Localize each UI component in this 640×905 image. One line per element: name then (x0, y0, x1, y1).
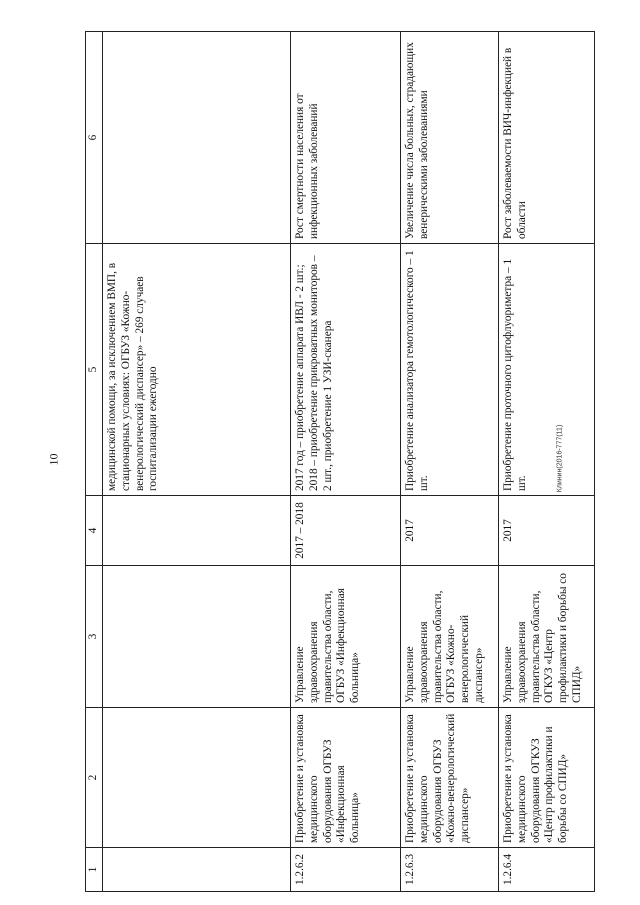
rotated-table-inner (85, 32, 593, 892)
result-cell: Приобретение проточного цитофлуориметра – 1 шт. (499, 244, 595, 496)
year-cell: 2017 (499, 496, 595, 566)
header-cell: 6 (86, 32, 103, 244)
table-header-row (86, 32, 103, 892)
program-table (85, 31, 595, 892)
event-cell: Приобретение и установка медицинского оборудования ОГКУЗ «Центр профилактики и борьбы со СПИД» (499, 708, 595, 848)
table-row (103, 32, 291, 892)
row-number-cell: 1.2.6.4 (499, 848, 595, 892)
year-cell: 2017 (401, 496, 499, 566)
executor-cell: Управление здравоохранения правительства области, ОГБУЗ «Инфекционная больница» (291, 566, 401, 708)
event-cell: Приобретение и установка медицинского оборудования ОГБУЗ «Кожно-венерологический диспансер» (401, 708, 499, 848)
event-cell: Приобретение и установка медицинского оборудования ОГБУЗ «Инфекционная больница» (291, 708, 401, 848)
row-number-cell (103, 848, 291, 892)
risk-cell: Увеличение числа больных, страдающих венерическими заболеваниями (401, 32, 499, 244)
risk-cell: Рост заболеваемости ВИЧ-инфекцией в области (499, 32, 595, 244)
risk-cell: Рост смертности населения от инфекционных заболеваний (291, 32, 401, 244)
header-cell: 3 (86, 566, 103, 708)
header-cell: 2 (86, 708, 103, 848)
event-cell (103, 708, 291, 848)
table-row (401, 32, 499, 892)
page-number: 10 (46, 453, 61, 466)
header-cell: 5 (86, 244, 103, 496)
year-cell (103, 496, 291, 566)
year-cell: 2017 – 2018 (291, 496, 401, 566)
result-cell: 2017 год – приобретение аппарата ИВЛ - 2 шт.; 2018 – приобретение прикроватных мониторов – 2 шт., приобретение 1 УЗИ-сканера (291, 244, 401, 496)
table-row (499, 32, 595, 892)
document-id: Клинин(2016-777(11) (556, 424, 564, 493)
executor-cell: Управление здравоохранения правительства области, ОГКУЗ «Центр профилактики и борьбы со СПИД» (499, 566, 595, 708)
result-cell: медицинской помощи, за исключением ВМП, в стационарных условиях: ОГБУЗ «Кожно-венерологический диспансер» – 269 случаев госпитализации ежегодно (103, 244, 291, 496)
result-cell: Приобретение анализатора гемотологического – 1 шт. (401, 244, 499, 496)
row-number-cell: 1.2.6.2 (291, 848, 401, 892)
rotated-table-container (85, 32, 593, 892)
header-cell: 4 (86, 496, 103, 566)
executor-cell: Управление здравоохранения правительства области, ОГБУЗ «Кожно-венерологический диспансер» (401, 566, 499, 708)
risk-cell (103, 32, 291, 244)
row-number-cell: 1.2.6.3 (401, 848, 499, 892)
header-cell: 1 (86, 848, 103, 892)
table-row (291, 32, 401, 892)
executor-cell (103, 566, 291, 708)
